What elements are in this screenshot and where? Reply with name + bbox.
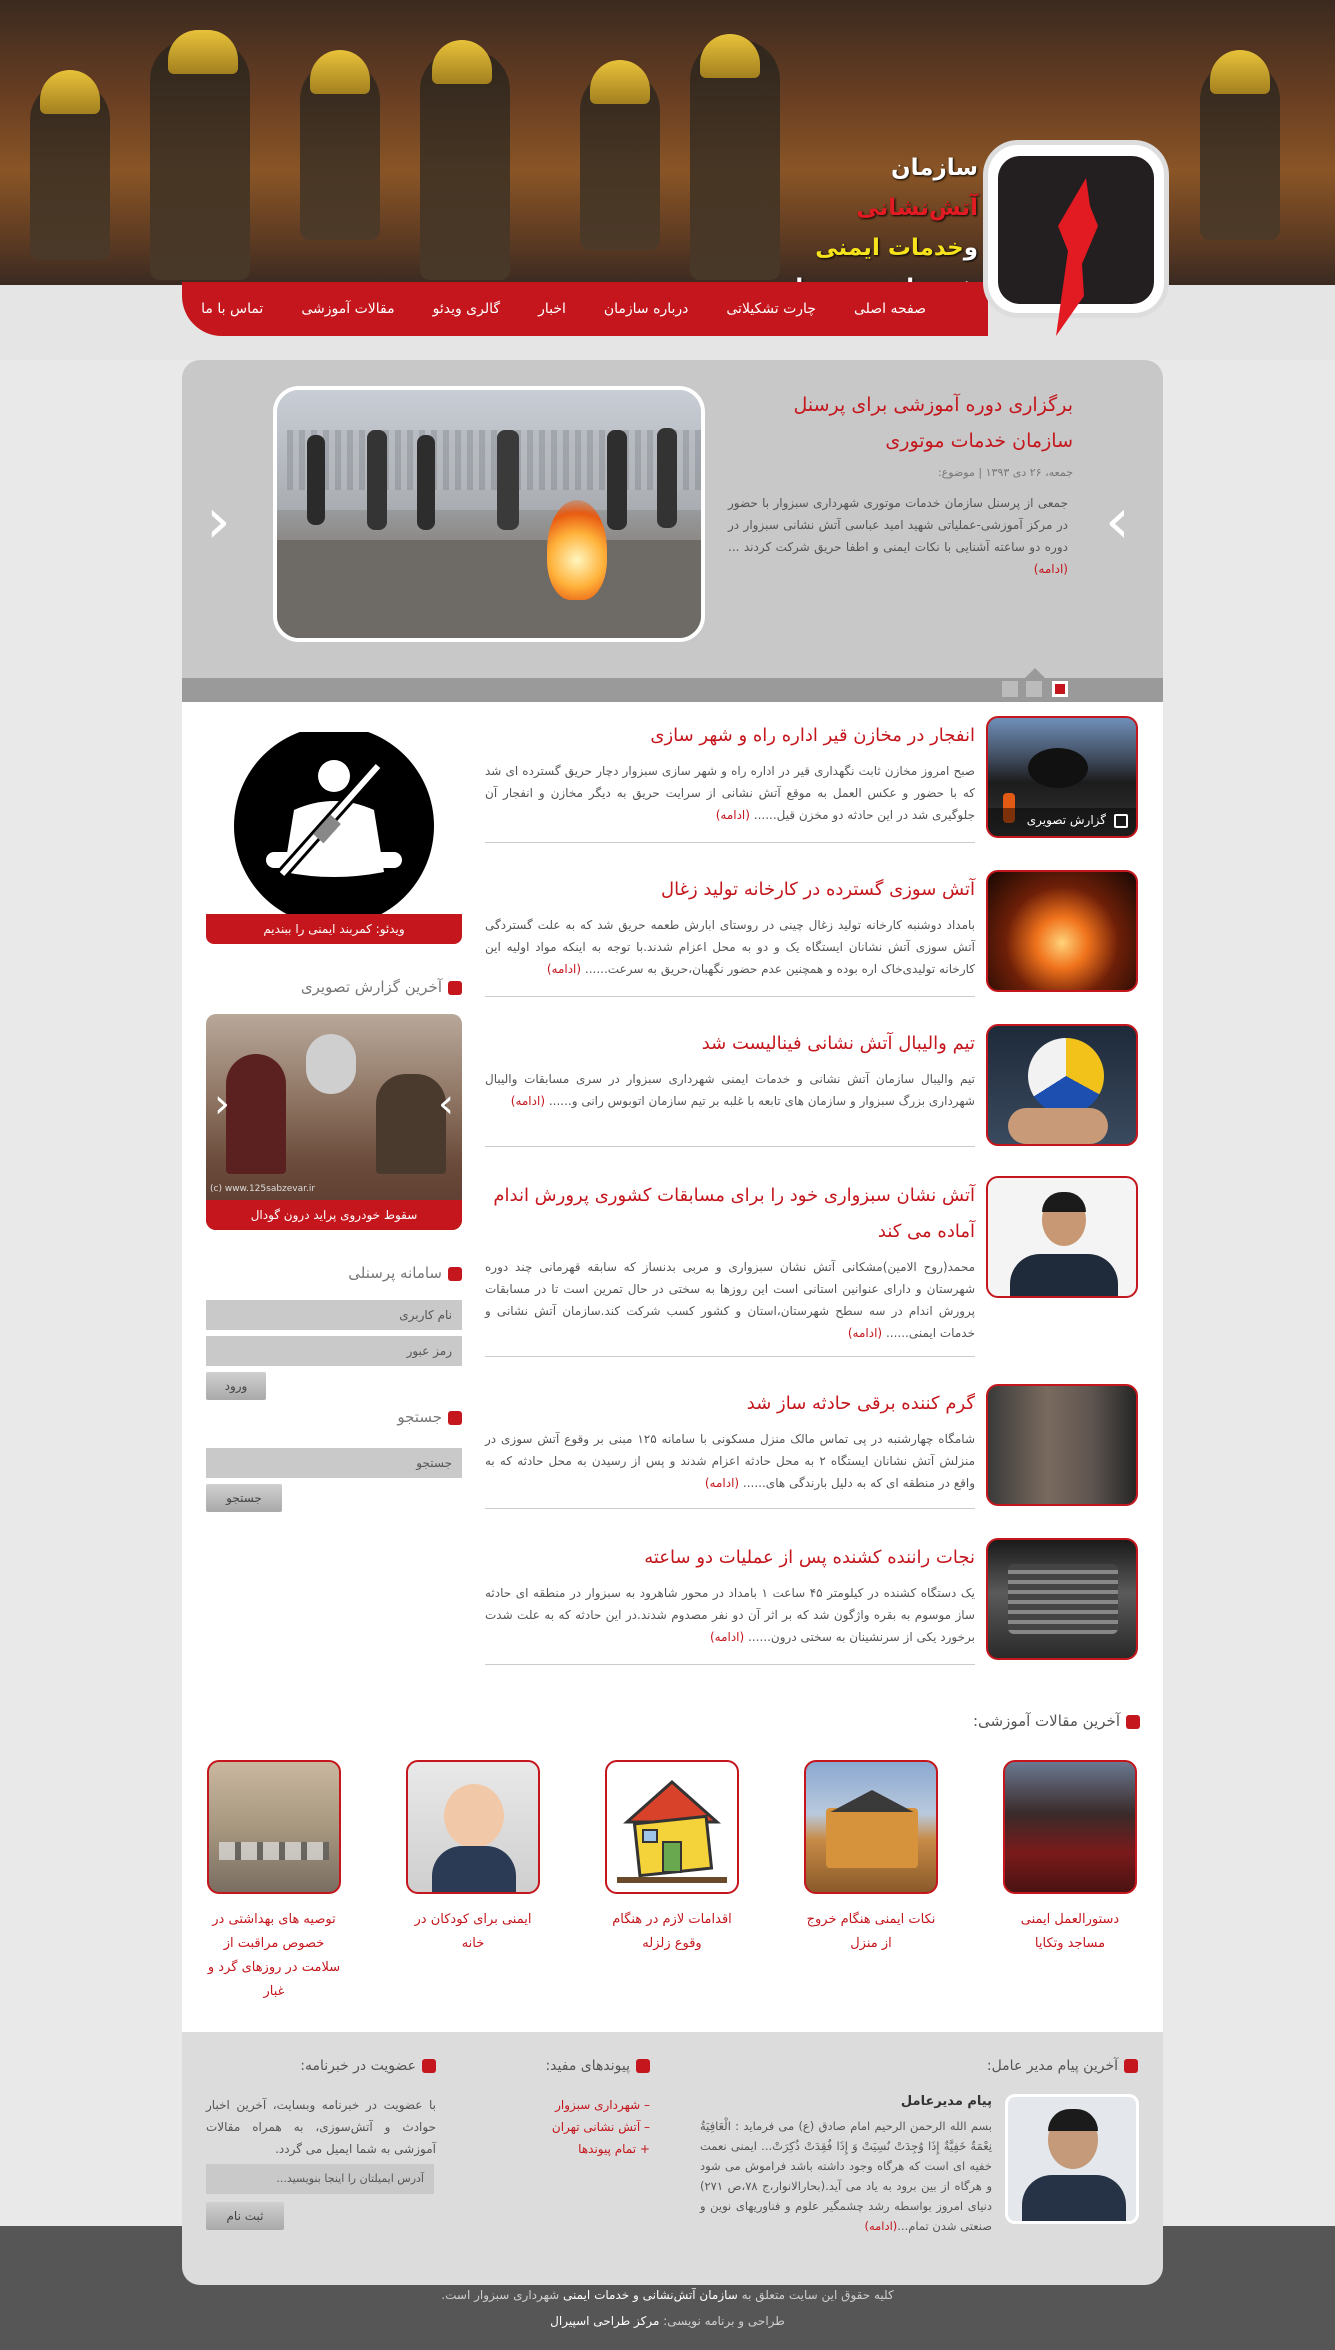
section-icon: [448, 1267, 462, 1281]
article-title-1[interactable]: دستورالعمل ایمنی مساجد وتکایا: [1020, 1912, 1120, 1951]
news-badge: گزارش تصویری: [1026, 813, 1106, 827]
nav-contact[interactable]: تماس با ما: [201, 301, 264, 317]
news-image-4[interactable]: [986, 1176, 1138, 1298]
slider-bar-notch: [1025, 668, 1045, 678]
news-divider: [485, 1508, 975, 1509]
logo-line2-a: و: [963, 235, 978, 261]
article-image-3[interactable]: [605, 1760, 739, 1894]
article-title-4[interactable]: ایمنی برای کودکان در خانه: [414, 1912, 532, 1951]
slider-description: [728, 492, 1068, 580]
news-title-5[interactable]: گرم کننده برقی حادثه ساز شد: [746, 1393, 975, 1414]
news-divider: [485, 1664, 975, 1665]
article-image-2[interactable]: [804, 1760, 938, 1894]
news-image-6[interactable]: [986, 1538, 1138, 1660]
slider-dot-2[interactable]: [1026, 681, 1042, 697]
news-more-5[interactable]: (ادامه): [704, 1476, 740, 1490]
news-more-4[interactable]: (ادامه): [847, 1326, 883, 1340]
news-body-2: بامداد دوشنبه کارخانه تولید زغال چینی در روستای ابارش طعمه حریق شد که به علت گستردگی آتش سوزی آتش نشانان ایستگاه یک و دو به محل اعزام شدند.با توجه به اینکه مواد اولیه این کارخانه تولیدی‌خاک اره بوده و همچنین عدم حضور نگهبان،حریق به سرعت......: [485, 918, 975, 976]
slider-subject: موضوع:: [938, 466, 975, 479]
links-heading: [500, 2058, 650, 2074]
news-title-2[interactable]: آتش سوزی گسترده در کارخانه تولید زغال: [661, 879, 975, 900]
gallery-slider[interactable]: [206, 1014, 462, 1230]
news-image-2[interactable]: [986, 870, 1138, 992]
news-image-3[interactable]: [986, 1024, 1138, 1146]
nav-org-chart[interactable]: چارت تشکیلاتی: [726, 301, 816, 317]
news-more-1[interactable]: (ادامه): [715, 808, 750, 822]
nav-home[interactable]: صفحه اصلی: [853, 301, 926, 317]
article-image-1[interactable]: [1003, 1760, 1137, 1894]
link-sabzevar-municipality[interactable]: – شهرداری سبزوار: [555, 2098, 650, 2112]
news-image-1[interactable]: [986, 716, 1138, 838]
earthquake-house-icon: [607, 1762, 737, 1892]
slider-image[interactable]: [273, 386, 705, 642]
design-company[interactable]: مرکز طراحی اسپیرال: [550, 2314, 660, 2328]
gallery-watermark: (c) www.125sabzevar.ir: [210, 1184, 316, 1194]
news-title-3[interactable]: تیم والیبال آتش نشانی فینالیست شد: [701, 1033, 975, 1054]
logo-line1-a: سازمان: [890, 155, 978, 181]
slider-desc-text: جمعی از پرسنل سازمان خدمات موتوری شهرداری سبزوار با حضور در مرکز آموزشی-عملیاتی شهید امید عباسی آتش نشانی سبزوار در دوره دو ساعته آشنایی با نکات ایمنی و اطفا حریق شرکت کردند ...: [728, 496, 1068, 554]
video-thumbnail[interactable]: [206, 732, 462, 944]
copyright: [0, 2288, 1335, 2302]
slider-prev-arrow[interactable]: ‹: [206, 484, 231, 557]
useful-links: [500, 2094, 650, 2160]
slider-date: جمعه، ۲۶ دی ۱۳۹۳: [985, 466, 1073, 479]
manager-message: [700, 2116, 992, 2236]
newsletter-text: با عضویت در خبرنامه وبسایت، آخرین اخبار حوادث و آتش‌سوزی، به همراه مقالات آموزشی به شما ایمیل می گردد.: [206, 2098, 436, 2156]
manager-more[interactable]: (ادامه): [864, 2219, 898, 2233]
article-title-3[interactable]: اقدامات لازم در هنگام وقوع زلزله: [612, 1912, 732, 1951]
news-divider: [485, 1146, 975, 1147]
gallery-heading: [206, 978, 462, 996]
search-heading-text: جستجو: [397, 1408, 442, 1426]
designer-credit: [0, 2314, 1335, 2328]
news-body-6: یک دستگاه کشنده در کیلومتر ۴۵ ساعت ۱ بامداد در محور شاهرود به سبزوار در منطقه ای حادثه ساز موسوم به بقره واژگون شد که بر اثر آن دو نفر مصدوم شدند.در این حادثه که به علت شدت برخورد یکی از سرنشینان به سختی درون......: [485, 1586, 975, 1644]
video-caption[interactable]: ویدئو: کمربند ایمنی را ببندیم: [206, 914, 462, 944]
section-icon: [636, 2059, 650, 2073]
login-heading-text: سامانه پرسنلی: [348, 1264, 442, 1282]
news-text-1: [485, 760, 975, 826]
newsletter-email-input[interactable]: آدرس ایمیلتان را اینجا بنویسید...: [206, 2164, 434, 2194]
news-text-2: [485, 914, 975, 980]
news-divider: [485, 996, 975, 997]
gallery-next-arrow[interactable]: ›: [438, 1081, 454, 1127]
news-text-5: [485, 1428, 975, 1494]
section-icon: [448, 1411, 462, 1425]
slider-title[interactable]: برگزاری دوره آموزشی برای پرسنل سازمان خدمات موتوری: [793, 394, 1073, 452]
newsletter-submit-button[interactable]: ثبت نام: [206, 2202, 284, 2230]
manager-heading: [900, 2058, 1138, 2074]
articles-heading: [900, 1712, 1140, 1730]
copyright-a: کلیه حقوق این سایت متعلق به: [737, 2288, 894, 2302]
news-image-5[interactable]: [986, 1384, 1138, 1506]
gallery-heading-text: آخرین گزارش تصویری: [300, 978, 442, 996]
news-body-4: محمد(روح الامین)مشکانی آتش نشان سبزواری و مربی بدنساز که سابقه قهرمانی چند دوره شهرستان و دارای عنوانین استانی است این روزها به سختی در حال تمرین است تا در مسابقات پرورش اندام در سه سطح شهرستان،استان و کشور کسب شرکت کند.سازمان آتش نشانی و خدمات ایمنی......: [485, 1260, 975, 1340]
news-more-2[interactable]: (ادامه): [546, 962, 582, 976]
article-image-4[interactable]: [406, 1760, 540, 1894]
articles-heading-text: آخرین مقالات آموزشی:: [972, 1712, 1120, 1730]
news-more-6[interactable]: (ادامه): [709, 1630, 745, 1644]
newsletter-heading: [206, 2058, 436, 2074]
link-all-links[interactable]: + تمام پیوندها: [578, 2142, 650, 2156]
news-text-4: [485, 1256, 975, 1344]
links-heading-text: پیوندهای مفید:: [545, 2058, 630, 2074]
section-icon: [422, 2059, 436, 2073]
article-image-5[interactable]: [207, 1760, 341, 1894]
slider-dot-1[interactable]: [1052, 681, 1068, 697]
news-body-3: تیم والیبال سازمان آتش نشانی و خدمات ایمنی شهرداری سبزوار در سری مسابقات والیبال شهرداری بزرگ سبزوار و سازمان های تابعه با غلبه بر تیم سازمان اتوبوس رانی و......: [485, 1072, 975, 1108]
nav-articles[interactable]: مقالات آموزشی: [301, 301, 395, 317]
password-field[interactable]: رمز عبور: [206, 1336, 462, 1366]
news-body-5: شامگاه چهارشنبه در پی تماس مالک منزل مسکونی با سامانه ۱۲۵ مبنی بر وقوع آتش سوزی در منزلش آتش نشانان ایستگاه ۲ به محل حادثه اعزام شدند و پس از رسیدن به محل حادثه که به واقع در منطقه ای که به دلیل بارندگی های......: [485, 1432, 976, 1490]
manager-body: بسم الله الرحمن الرحیم امام صادق (ع) می فرماید : الْعَافِیَةُ نِعْمَةٌ خَفِیَّةٌ إِذَا وُجِدَتْ نُسِیَتْ وَ إِذَا فُقِدَتْ ذُکِرَتْ... ایمنی نعمت خفیه ای است که هرگاه وجود داشته باشد فراموش می شود و هرگاه از بین برود به یاد می آید.(بحارالانوار،ج ۷۸،ص ۲۷۱) دنیای امروز بواسطه رشد چشمگیر علوم و فناوریهای نوین و صنعتی شدن تمام...: [700, 2119, 992, 2233]
slider-meta-separator: |: [978, 466, 983, 479]
news-title-6[interactable]: نجات راننده کشنده پس از عملیات دو ساعته: [644, 1547, 975, 1568]
nav-video-gallery[interactable]: گالری ویدئو: [432, 301, 501, 317]
news-more-3[interactable]: (ادامه): [510, 1094, 546, 1108]
copyright-org[interactable]: سازمان آتش‌نشانی و خدمات ایمنی: [563, 2288, 738, 2302]
username-field[interactable]: نام کاربری: [206, 1300, 462, 1330]
search-input[interactable]: جستجو: [206, 1448, 462, 1478]
logo-line2-b: خدمات ایمنی: [815, 235, 964, 261]
news-body-1: صبح امروز مخازن ثابت نگهداری قیر در اداره راه و شهر سازی سبزوار دچار حریق گسترده ای شد که با حضور و عکس العمل به موقع آتش نشانی از سرایت حریق به دیگر مخازن و انفجار آن جلوگیری شد در این حادثه دو مخزن قیل......: [485, 764, 975, 822]
manager-photo[interactable]: [1005, 2094, 1139, 2224]
slider-next-arrow[interactable]: ›: [1105, 484, 1130, 557]
nav-about[interactable]: درباره سازمان: [603, 301, 689, 317]
slider-meta: [728, 466, 1073, 479]
login-button[interactable]: ورود: [206, 1372, 266, 1400]
logo-line1-b: آتش‌نشانی: [856, 195, 978, 221]
design-a: طراحی و برنامه نویسی:: [659, 2314, 785, 2328]
news-divider: [485, 1356, 975, 1357]
slider-dot-3[interactable]: [1002, 681, 1018, 697]
article-title-2[interactable]: نکات ایمنی هنگام خروج از منزل: [806, 1912, 936, 1951]
link-tehran-fire[interactable]: – آتش نشانی تهران: [551, 2120, 650, 2134]
manager-heading-text: آخرین پیام مدیر عامل:: [986, 2058, 1118, 2074]
news-title-1[interactable]: انفجار در مخازن قیر اداره راه و شهر سازی: [650, 725, 975, 746]
news-text-3: [485, 1068, 975, 1112]
news-title-4[interactable]: آتش نشان سبزواری خود را برای مسابقات کشوری پرورش اندام آماده می کند: [493, 1185, 975, 1242]
search-button[interactable]: جستجو: [206, 1484, 282, 1512]
gallery-caption[interactable]: سقوط خودروی پراید درون گودال: [206, 1200, 462, 1230]
news-text-6: [485, 1582, 975, 1648]
section-icon: [1124, 2059, 1138, 2073]
copyright-c: شهرداری سبزوار است.: [441, 2288, 564, 2302]
slider-more-link[interactable]: (ادامه): [1033, 562, 1068, 576]
main-nav: [182, 282, 988, 336]
article-title-5[interactable]: توصیه های بهداشتی در خصوص مراقبت از سلامت در روزهای گرد و غبار: [207, 1912, 341, 1999]
seatbelt-icon: [206, 732, 462, 920]
search-heading: [206, 1408, 462, 1426]
news-divider: [485, 842, 975, 843]
section-icon: [448, 981, 462, 995]
newsletter-heading-text: عضویت در خبرنامه:: [300, 2058, 416, 2074]
gallery-icon: [1114, 814, 1128, 828]
nav-news[interactable]: اخبار: [538, 301, 566, 317]
fire-dept-logo: [998, 156, 1154, 304]
manager-title: پیام مدیرعامل: [900, 2094, 992, 2109]
gallery-prev-arrow[interactable]: ‹: [214, 1081, 230, 1127]
section-icon: [1126, 1715, 1140, 1729]
login-heading: [206, 1264, 462, 1282]
